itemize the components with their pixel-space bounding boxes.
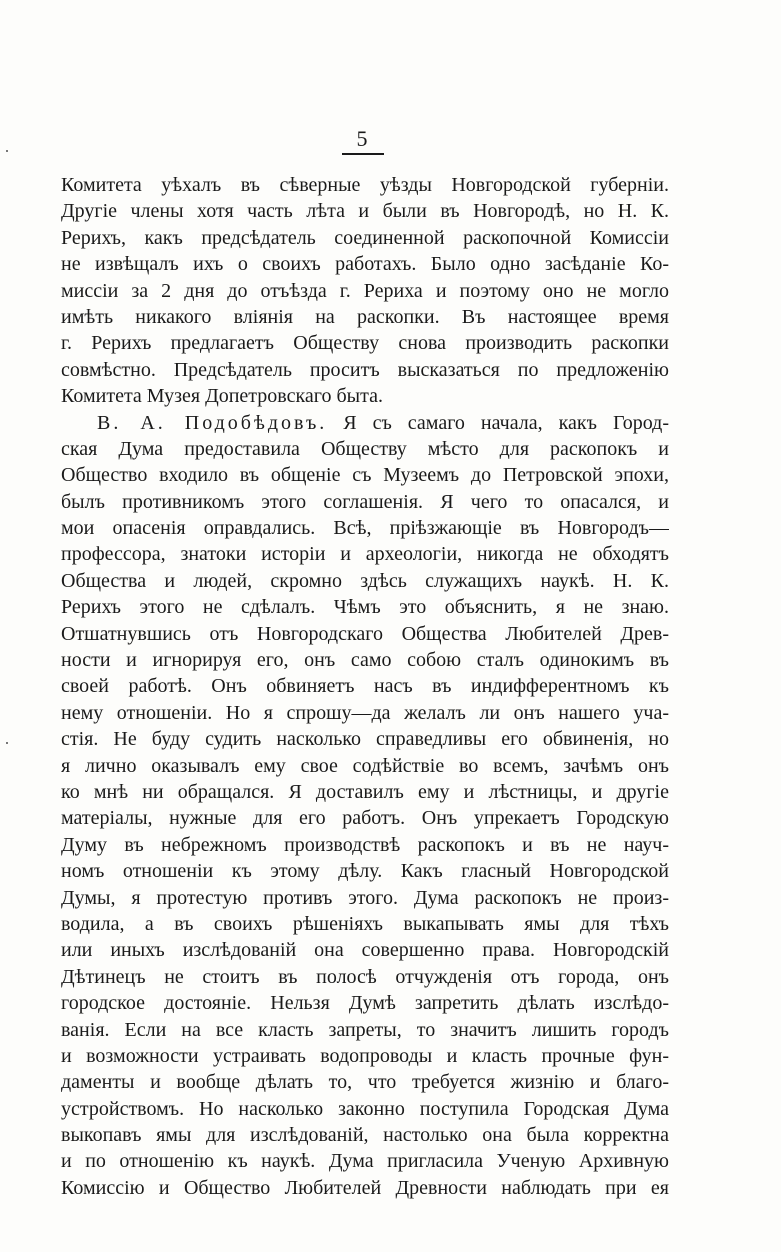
- text-line: Думы, я протестую противъ этого. Дума раскопокъ не произ-: [61, 886, 669, 909]
- text-line: былъ противникомъ этого соглашенія. Я чего то опасался, и: [61, 490, 669, 513]
- body-text: [61, 172, 669, 1201]
- text-line: водила, а въ своихъ рѣшеніяхъ выкапывать ямы для тѣхъ: [61, 912, 669, 935]
- text-line: Общество входило въ общеніе съ Музеемъ до Петровской эпохи,: [61, 464, 669, 487]
- text-line: городское достояніе. Нельзя Думѣ запретить дѣлать изслѣдо-: [61, 992, 669, 1015]
- speaker-line: [61, 410, 669, 436]
- speaker-text: Я съ самаго начала, какъ Город-: [343, 411, 669, 434]
- text-line: я лично оказывалъ ему свое содѣйствіе во всемъ, зачѣмъ онъ: [61, 754, 669, 777]
- text-line: или иныхъ изслѣдованій она совершенно права. Новгородскій: [61, 939, 669, 962]
- text-line: и возможности устраивать водопроводы и класть прочные фун-: [61, 1044, 669, 1067]
- page-number: 5: [356, 126, 368, 151]
- text-line: нему отношеніи. Но я спрошу—да желалъ ли онъ нашего уча-: [61, 701, 669, 724]
- text-line: ко мнѣ ни обращался. Я доставилъ ему и лѣстницы, и другіе: [61, 780, 669, 803]
- margin-mark: [6, 150, 8, 152]
- text-line: не извѣщалъ ихъ о своихъ работахъ. Было одно засѣданіе Ко-: [61, 253, 669, 276]
- text-line: матеріалы, нужные для его работъ. Онъ упрекаетъ Городскую: [61, 807, 669, 830]
- text-line: ности и игнорируя его, онъ само собою сталъ одинокимъ въ: [61, 649, 669, 672]
- text-line: г. Рерихъ предлагаетъ Обществу снова производить раскопки: [61, 332, 669, 355]
- text-line: Комиссію и Общество Любителей Древности наблюдать при ея: [61, 1176, 669, 1199]
- text-line: стія. Не буду судить насколько справедливы его обвиненія, но: [61, 728, 669, 751]
- text-line: Отшатнувшись отъ Новгородскаго Общества Любителей Древ-: [61, 622, 669, 645]
- text-line: совмѣстно. Предсѣдатель проситъ высказаться по предложенію: [61, 358, 669, 381]
- text-line: Дѣтинецъ не стоитъ въ полосѣ отчужденія отъ города, онъ: [61, 965, 669, 988]
- text-line: Думу въ небрежномъ производствѣ раскопокъ и въ не науч-: [61, 833, 669, 856]
- text-line: мои опасенія оправдались. Всѣ, пріѣзжающіе въ Новгородъ—: [61, 517, 669, 540]
- text-line: Другіе члены хотя часть лѣта и были въ Новгородѣ, но Н. К.: [61, 200, 669, 223]
- margin-mark: [6, 742, 8, 744]
- text-line: ская Дума предоставила Обществу мѣсто для раскопокъ и: [61, 437, 669, 460]
- text-line: Комитета уѣхалъ въ сѣверные уѣзды Новгородской губерніи.: [61, 174, 669, 196]
- text-line: Общества и людей, скромно здѣсь служащихъ наукѣ. Н. К.: [61, 569, 669, 592]
- text-line: выкопавъ ямы для изслѣдованій, настолько она была корректна: [61, 1124, 669, 1147]
- text-line: номъ отношеніи къ этому дѣлу. Какъ гласный Новгородской: [61, 860, 669, 883]
- text-line: миссіи за 2 дня до отъѣзда г. Рериха и поэтому оно не могло: [61, 279, 669, 302]
- text-line: Комитета Музея Допетровскаго быта.: [61, 385, 383, 408]
- page-number-rule: [342, 153, 384, 155]
- text-line: Рерихъ, какъ предсѣдатель соединенной раскопочной Комиссіи: [61, 226, 669, 249]
- text-line: Рерихъ этого не сдѣлалъ. Чѣмъ это объяснить, я не знаю.: [61, 596, 669, 619]
- text-line: имѣть никакого вліянія на раскопки. Въ настоящее время: [61, 305, 669, 328]
- speaker-name: В. А. Подобѣдовъ.: [97, 411, 328, 434]
- text-line: даменты и вообще дѣлать то, что требуется жизнію и благо-: [61, 1071, 669, 1094]
- text-line: ванія. Если на все класть запреты, то значитъ лишить городъ: [61, 1018, 669, 1041]
- text-line: устройствомъ. Но насколько законно поступила Городская Дума: [61, 1097, 669, 1120]
- text-line: профессора, знатоки исторіи и археологіи, никогда не обходятъ: [61, 543, 669, 566]
- text-line: своей работѣ. Онъ обвиняетъ насъ въ индифферентномъ къ: [61, 675, 669, 698]
- text-line: и по отношенію къ наукѣ. Дума пригласила Ученую Архивную: [61, 1150, 669, 1173]
